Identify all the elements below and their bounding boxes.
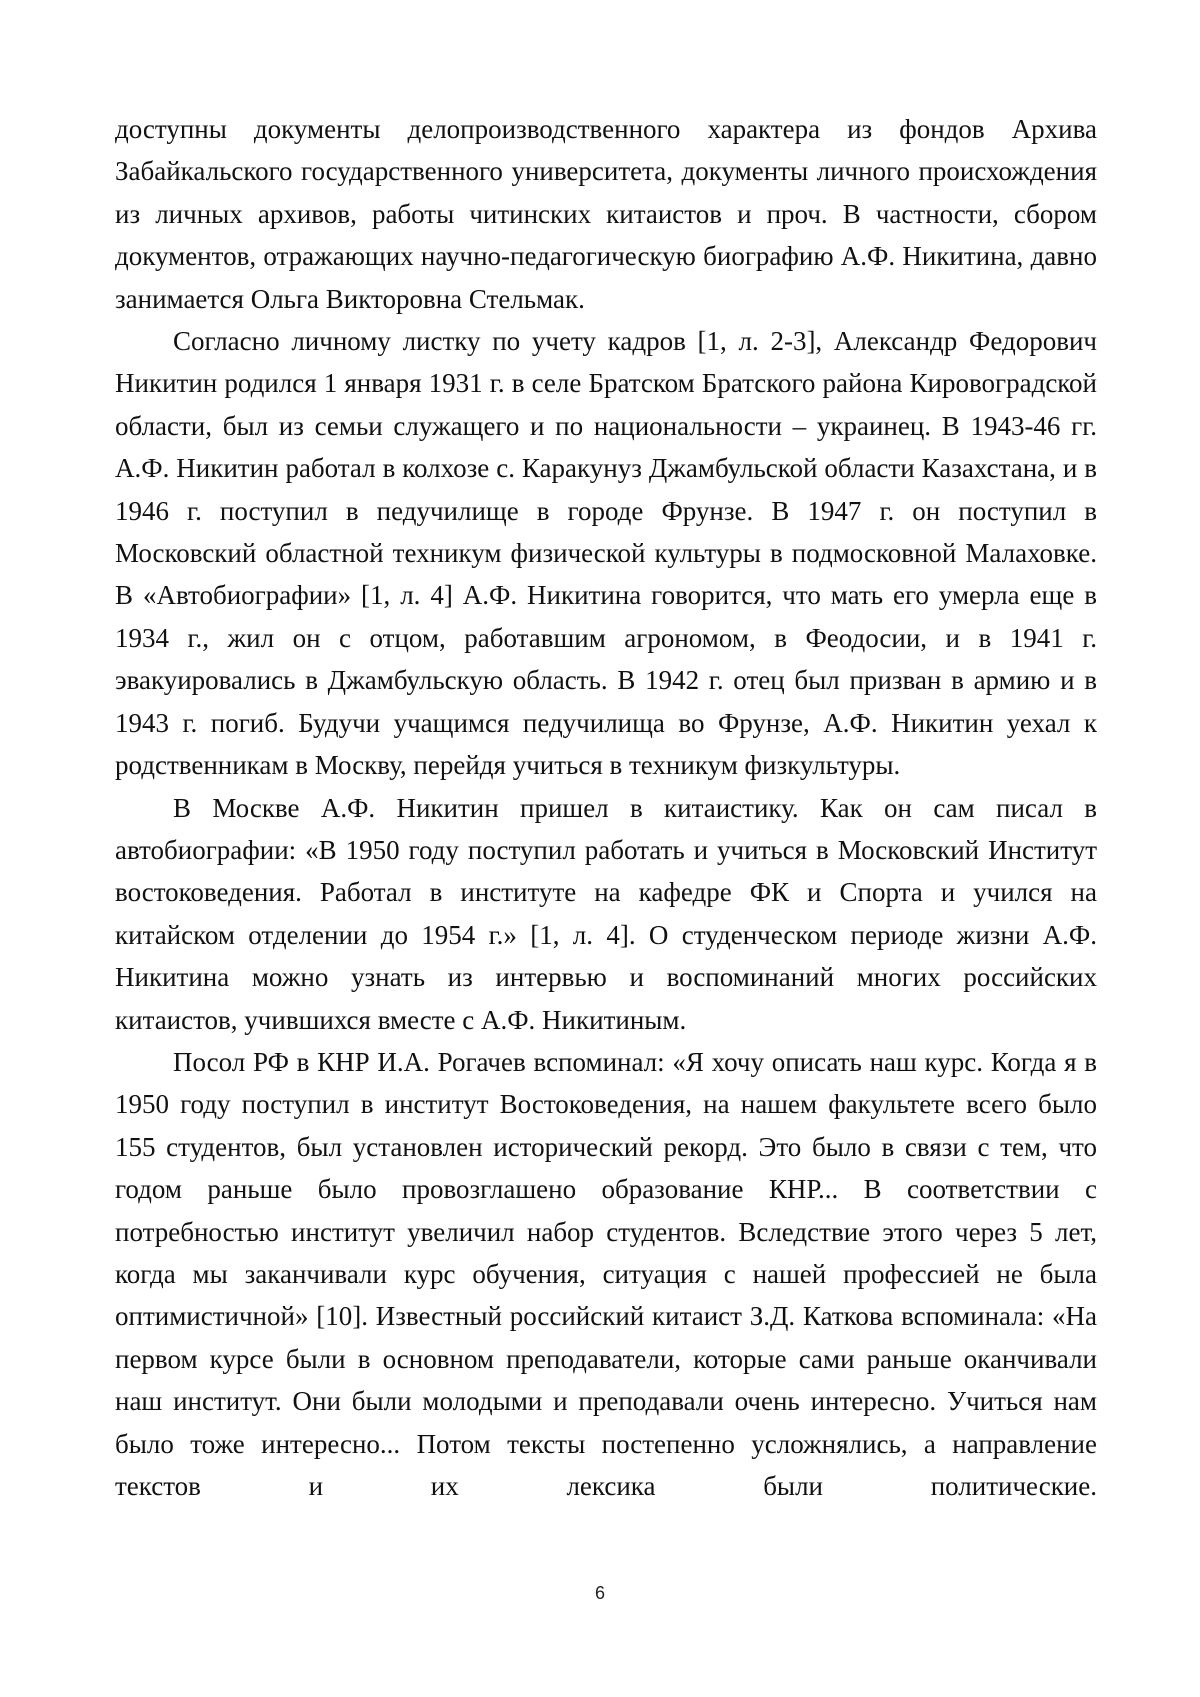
paragraph-1: доступны документы делопроизводственного характера из фондов Архива Забайкальского государственного университета, документы личного происхождения из личных архивов, работы читинских китаистов и проч. В частности, сбором документов, отражающих научно-педагогическую биографию А.Ф. Никитина, давно занимается Ольга Викторовна Стельмак. <box>115 114 1097 314</box>
body-text <box>115 108 1097 1507</box>
paragraph-4: Посол РФ в КНР И.А. Рогачев вспоминал: «Я хочу описать наш курс. Когда я в 1950 году поступил в институт Востоковедения, на нашем факультете всего было 155 студентов, был установлен исторический рекорд. Это было в связи с тем, что годом раньше было провозглашено образование КНР... В соответствии с потребностью институт увеличил набор студентов. Вследствие этого через 5 лет, когда мы заканчивали курс обучения, ситуация с нашей профессией не была оптимистичной» [10]. Известный российский китаист З.Д. Каткова вспоминала: «На первом курсе были в основном преподаватели, которые сами раньше оканчивали наш институт. Они были молодыми и преподавали очень интересно. Учиться нам было тоже интересно... Потом тексты постепенно усложнялись, а направление текстов и их лексика были политические. <box>115 1046 1097 1501</box>
page-number: 6 <box>594 1583 605 1603</box>
paragraph-3: В Москве А.Ф. Никитин пришел в китаистику. Как он сам писал в автобиографии: «В 1950 году поступил работать и учиться в Московский Институт востоковедения. Работал в институте на кафедре ФК и Спорта и учился на китайском отделении до 1954 г.» [1, л. 4]. О студенческом периоде жизни А.Ф. Никитина можно узнать из интервью и воспоминаний многих российских китаистов, учившихся вместе с А.Ф. Никитиным. <box>115 792 1097 1035</box>
paragraph-2: Согласно личному листку по учету кадров [1, л. 2-3], Александр Федорович Никитин родился 1 января 1931 г. в селе Братском Братского района Кировоградской области, был из семьи служащего и по национальности – украинец. В 1943-46 гг. А.Ф. Никитин работал в колхозе с. Каракунуз Джамбульской области Казахстана, и в 1946 г. поступил в педучилище в городе Фрунзе. В 1947 г. он поступил в Московский областной техникум физической культуры в подмосковной Малаховке. В «Автобиографии» [1, л. 4] А.Ф. Никитина говорится, что мать его умерла еще в 1934 г., жил он с отцом, работавшим агрономом, в Феодосии, и в 1941 г. эвакуировались в Джамбульскую область. В 1942 г. отец был призван в армию и в 1943 г. погиб. Будучи учащимся педучилища во Фрунзе, А.Ф. Никитин уехал к родственникам в Москву, перейдя учиться в техникум физкультуры. <box>115 326 1097 781</box>
